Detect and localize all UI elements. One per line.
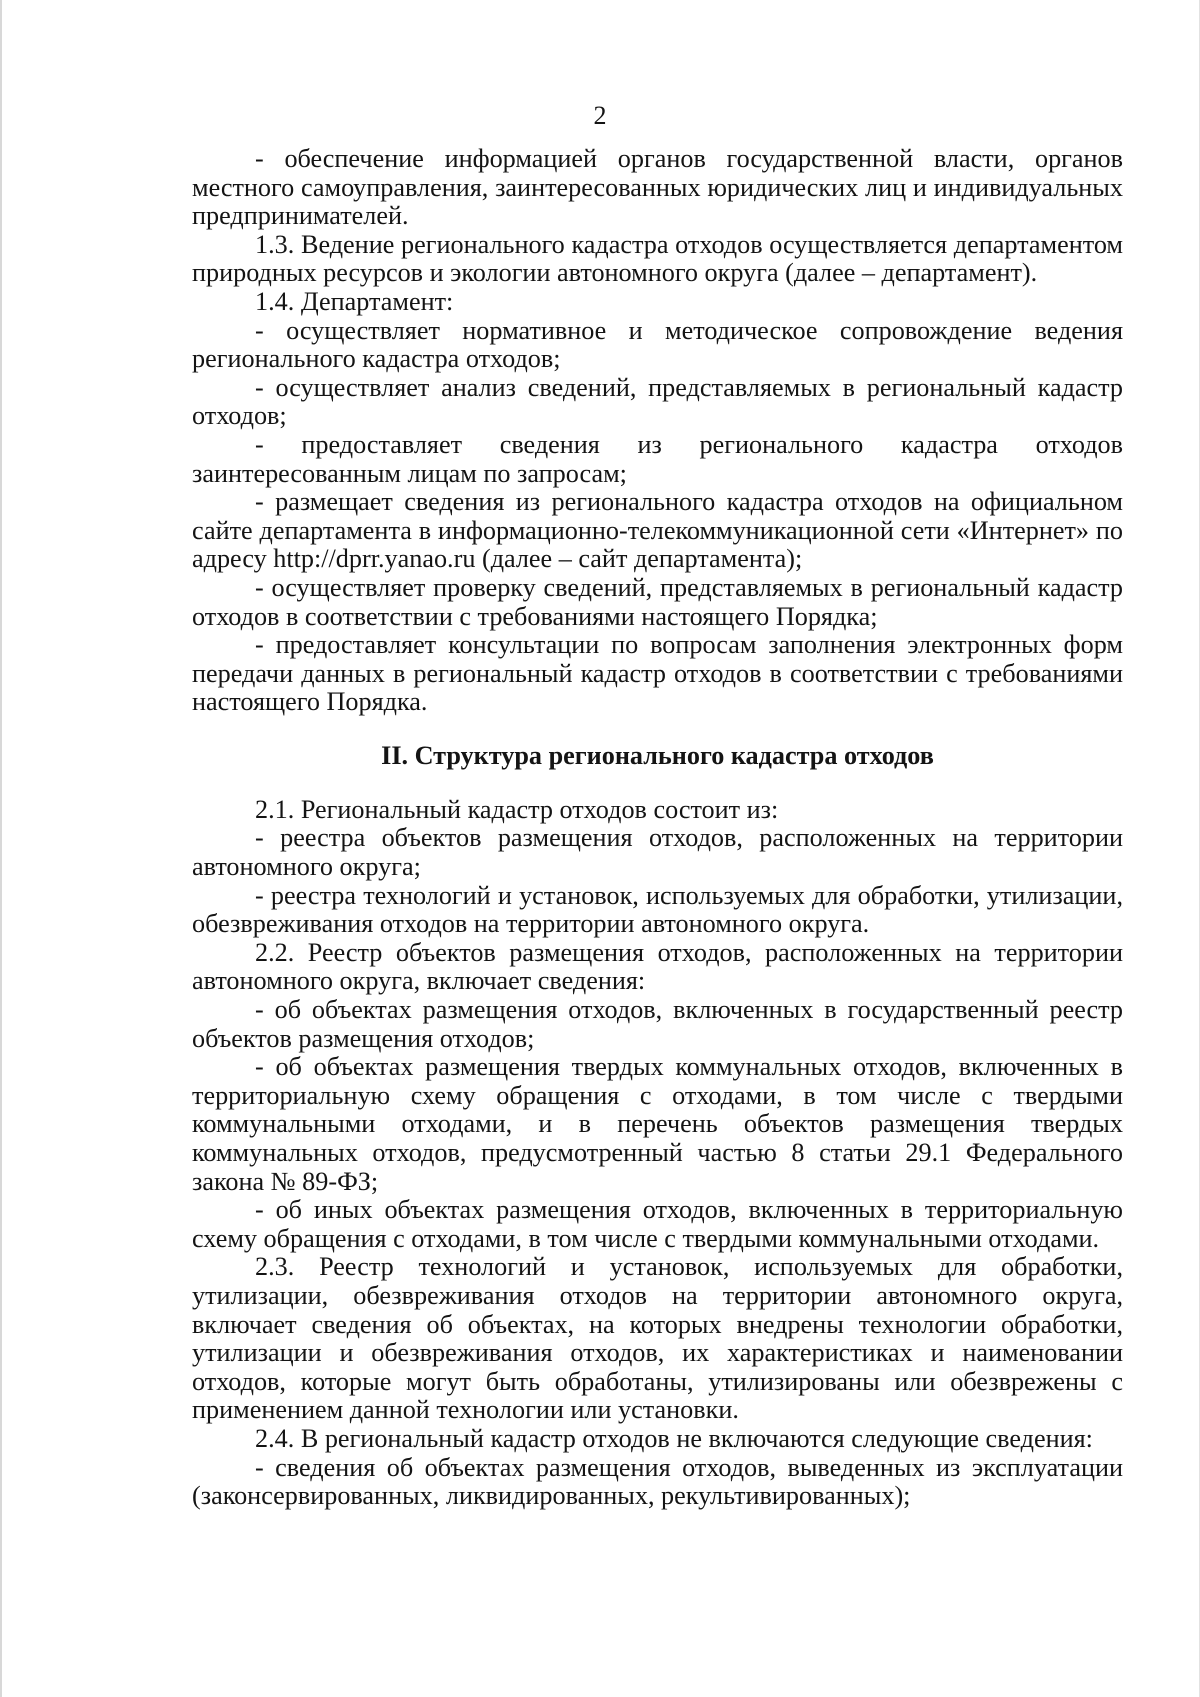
paragraph: 2.4. В региональный кадастр отходов не включаются следующие сведения: (255, 1423, 1093, 1453)
paragraph: - сведения об объектах размещения отходов, выведенных из эксплуатации (законсервированных, ликвидированных, рекультивированных); (192, 1452, 1123, 1511)
scan-edge-left (0, 0, 2, 1697)
paragraph: - об объектах размещения твердых коммунальных отходов, включенных в территориальную схему обращения с отходами, в том числе с твердыми коммунальными отходами, и в перечень объектов размещения твердых коммунальных отходов, предусмотренный частью 8 статьи 29.1 Федерального закона № 89-ФЗ; (192, 1052, 1123, 1196)
document-body (192, 145, 1123, 1511)
paragraph: 1.3. Ведение регионального кадастра отходов осуществляется департаментом природных ресурсов и экологии автономного округа (далее – департамент). (192, 229, 1123, 288)
section-heading: II. Структура регионального кадастра отходов (381, 740, 934, 770)
paragraph: - об иных объектах размещения отходов, включенных в территориальную схему обращения с отходами, в том числе с твердыми коммунальными отходами. (192, 1195, 1123, 1253)
paragraph: 2.2. Реестр объектов размещения отходов, расположенных на территории автономного округа, включает сведения: (192, 937, 1123, 996)
page-number: 2 (593, 101, 607, 130)
paragraph: - осуществляет анализ сведений, представляемых в региональный кадастр отходов; (192, 372, 1123, 431)
paragraph: 2.3. Реестр технологий и установок, используемых для обработки, утилизации, обезвреживания отходов на территории автономного округа, включает сведения об объектах, на которых внедрены технологии обработки, утилизации и обезвреживания отходов, их характеристиках и наименовании отходов, которые могут быть обработаны, утилизированы или обезврежены с применением данной технологии или установки. (192, 1252, 1123, 1425)
paragraph: - реестра объектов размещения отходов, расположенных на территории автономного округа; (192, 823, 1123, 882)
paragraph: - обеспечение информацией органов государственной власти, органов местного самоуправления, заинтересованных юридических лиц и индивидуальных предпринимателей. (192, 144, 1123, 231)
paragraph: - предоставляет сведения из регионального кадастра отходов заинтересованным лицам по запросам; (192, 429, 1123, 488)
paragraph: - размещает сведения из регионального кадастра отходов на официальном сайте департамента в информационно-телекоммуникационной сети «Интернет» по адресу http://dprr.yanao.ru (далее – сайт департамента); (192, 487, 1123, 574)
paragraph: - осуществляет проверку сведений, представляемых в региональный кадастр отходов в соответствии с требованиями настоящего Порядка; (192, 572, 1123, 631)
paragraph: - осуществляет нормативное и методическое сопровождение ведения регионального кадастра отходов; (192, 315, 1123, 374)
paragraph: 1.4. Департамент: (255, 286, 454, 316)
paragraph: 2.1. Региональный кадастр отходов состоит из: (255, 794, 779, 824)
paragraph: - об объектах размещения отходов, включенных в государственный реестр объектов размещения отходов; (192, 995, 1123, 1053)
paragraph: - реестра технологий и установок, используемых для обработки, утилизации, обезвреживания отходов на территории автономного округа. (192, 880, 1123, 939)
paragraph: - предоставляет консультации по вопросам заполнения электронных форм передачи данных в региональный кадастр отходов в соответствии с требованиями настоящего Порядка. (192, 630, 1123, 717)
